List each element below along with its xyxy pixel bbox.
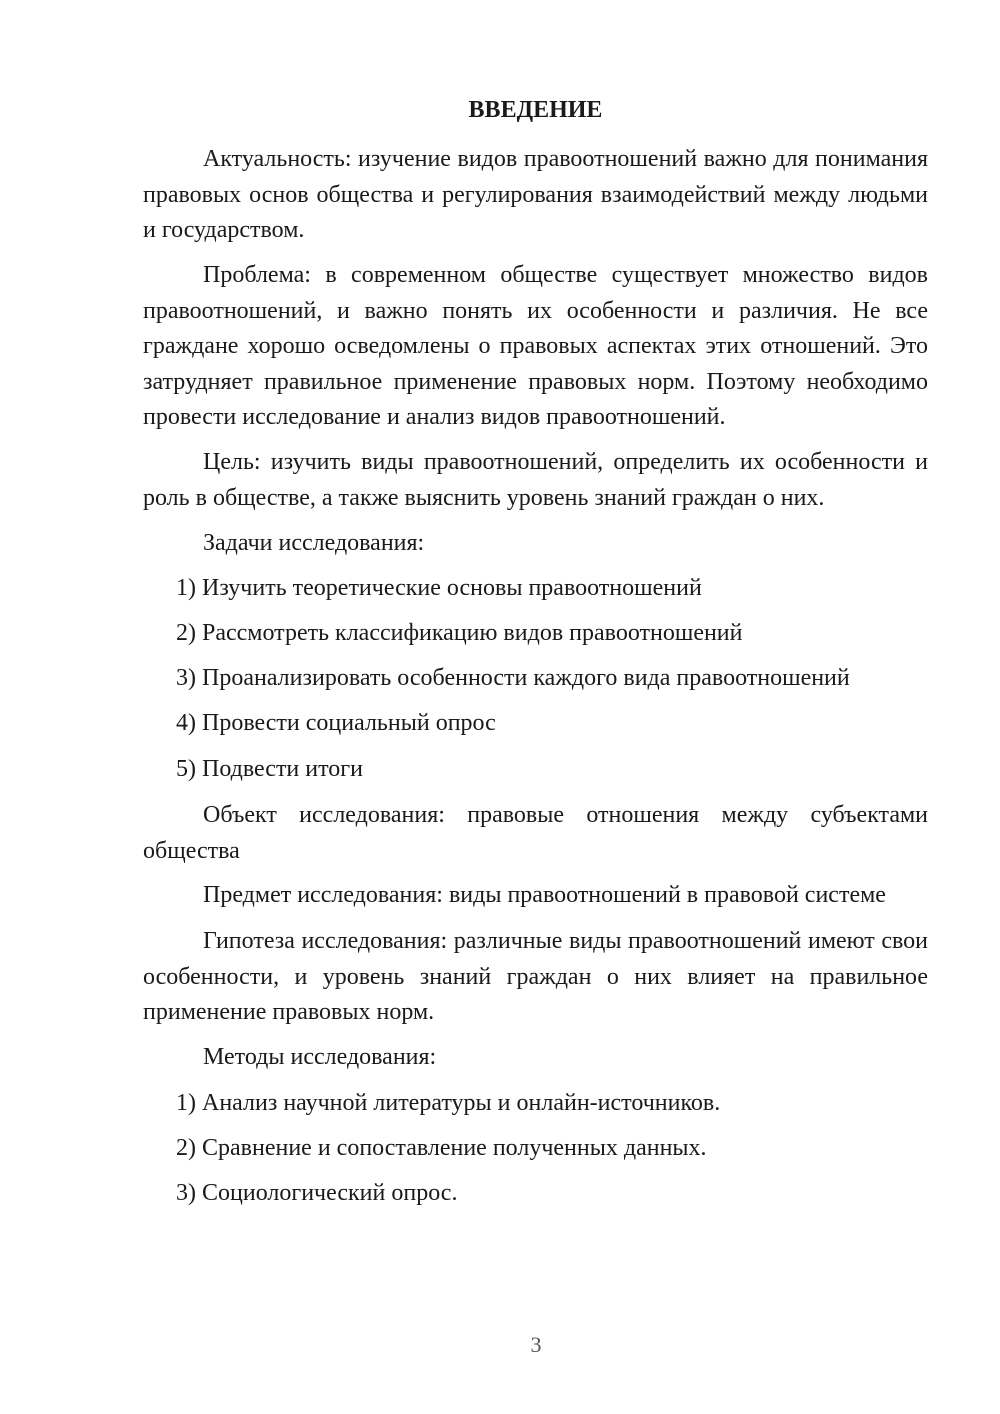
method-item-1: 1) Анализ научной литературы и онлайн-источников. [176,1090,721,1116]
page-number: 3 [530,1332,542,1357]
problem-paragraph: Проблема: в современном обществе существует множество видов правоотношений, и важно понять их особенности и различия. Не все граждане хорошо осведомлены о правовых аспектах этих отношений. Это затрудняет правильное применение правовых норм. Поэтому необходимо провести исследование и анализ видов правоотношений. [143,262,928,430]
section-heading: ВВЕДЕНИЕ [468,97,603,123]
subject-paragraph: Предмет исследования: виды правоотношений в правовой системе [203,882,886,908]
task-item-5: 5) Подвести итоги [176,756,363,782]
task-item-4: 4) Провести социальный опрос [176,710,496,736]
tasks-heading: Задачи исследования: [203,530,425,556]
methods-heading: Методы исследования: [203,1044,437,1070]
relevance-paragraph: Актуальность: изучение видов правоотношений важно для понимания правовых основ общества и регулирования взаимодействий между людьми и государством. [143,146,928,243]
method-item-2: 2) Сравнение и сопоставление полученных данных. [176,1135,707,1161]
task-item-2: 2) Рассмотреть классификацию видов правоотношений [176,620,743,646]
task-item-3: 3) Проанализировать особенности каждого вида правоотношений [176,665,850,691]
object-paragraph: Объект исследования: правовые отношения между субъектами общества [143,802,928,864]
task-item-1: 1) Изучить теоретические основы правоотношений [176,575,702,601]
hypothesis-paragraph: Гипотеза исследования: различные виды правоотношений имеют свои особенности, и уровень знаний граждан о них влияет на правильное применение правовых норм. [143,928,928,1025]
goal-paragraph: Цель: изучить виды правоотношений, определить их особенности и роль в обществе, а также выяснить уровень знаний граждан о них. [143,449,928,511]
method-item-3: 3) Социологический опрос. [176,1180,458,1206]
